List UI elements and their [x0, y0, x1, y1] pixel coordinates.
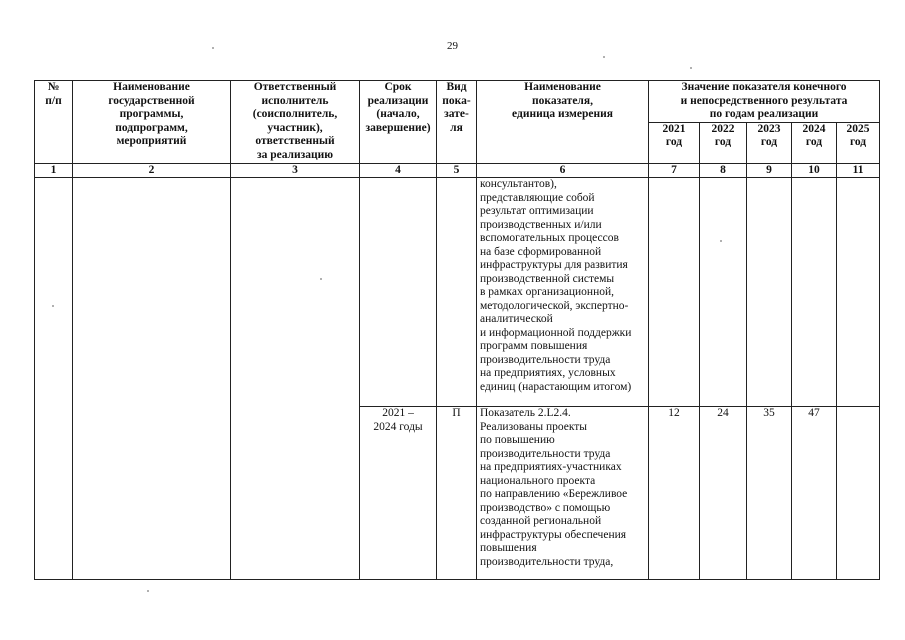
header-executor-line: за реализацию [256, 148, 334, 161]
cell-term [360, 178, 437, 407]
header-executor-line: (соисполнитель, [252, 108, 338, 120]
cell-value-2022 [700, 178, 747, 407]
indicator-line: результат оптимизации [480, 205, 594, 217]
cell-value-2023 [747, 178, 792, 407]
header-no-line: п/п [45, 94, 62, 107]
indicator-line: производство» с помощью [480, 501, 611, 514]
cell-term [360, 407, 437, 580]
table-row [35, 178, 880, 407]
column-number: 9 [747, 163, 792, 178]
scan-speck [212, 47, 214, 49]
indicator-line: производственной системы [480, 272, 615, 285]
header-year-unit: год [760, 136, 778, 148]
header-program-line: программы, [119, 108, 184, 120]
cell-indicator [477, 407, 649, 580]
header-term-line: (начало, [376, 108, 420, 120]
header-term-line: Срок [384, 81, 412, 93]
indicator-line: созданной региональной [480, 515, 602, 527]
header-program [73, 81, 231, 164]
header-no [35, 81, 73, 164]
indicator-line: аналитической [480, 313, 553, 325]
cell-value-2023: 35 [747, 407, 792, 580]
indicator-line: и информационной поддержки [480, 326, 632, 339]
header-year-value: 2025 [846, 122, 870, 135]
scan-speck [147, 590, 149, 592]
header-year-unit: год [714, 136, 732, 148]
header-row-1 [35, 81, 880, 123]
header-year-unit: год [805, 136, 823, 148]
header-term-line: реализации [367, 94, 429, 107]
header-year-unit: год [849, 136, 867, 148]
column-number: 5 [437, 163, 477, 178]
header-type-line: пока- [442, 94, 471, 107]
column-number: 2 [73, 163, 231, 178]
header-year-2021 [649, 122, 700, 163]
header-year-value: 2022 [711, 122, 735, 135]
header-type-line: зате- [444, 108, 469, 120]
cell-value-2025 [837, 178, 880, 407]
header-no-line: № [47, 81, 60, 93]
indicator-line: на предприятиях-участниках [480, 461, 622, 473]
header-executor-line: ответственный [255, 135, 335, 147]
indicator-line: национального проекта [480, 474, 596, 487]
column-number: 7 [649, 163, 700, 178]
cell-executor [231, 178, 360, 580]
scan-speck [320, 278, 322, 280]
indicator-line: Реализованы проекты [480, 420, 588, 433]
term-line: 2024 годы [373, 420, 423, 433]
indicator-line: программ повышения [480, 340, 588, 352]
header-indicator [477, 81, 649, 164]
header-values-line: по годам реализации [709, 108, 819, 120]
header-year-2023 [747, 122, 792, 163]
cell-no [35, 178, 73, 580]
indicator-line: Показатель 2.L2.4. [480, 407, 571, 419]
header-year-value: 2024 [802, 122, 826, 135]
indicators-table [34, 80, 880, 580]
column-number: 10 [792, 163, 837, 178]
column-number: 4 [360, 163, 437, 178]
header-program-line: подпрограмм, [115, 121, 188, 134]
header-type [437, 81, 477, 164]
indicator-line: вспомогательных процессов [480, 232, 619, 244]
term-line: 2021 – [382, 407, 414, 419]
cell-value-2025 [837, 407, 880, 580]
header-values-group [649, 81, 880, 123]
cell-type [437, 178, 477, 407]
header-type-line: ля [450, 121, 463, 134]
header-executor [231, 81, 360, 164]
cell-value-2021: 12 [649, 407, 700, 580]
indicator-line: производительности труда [480, 353, 611, 366]
header-values-line: Значение показателя конечного [681, 81, 847, 93]
header-program-line: мероприятий [116, 135, 187, 147]
cell-value-2021 [649, 178, 700, 407]
cell-value-2024 [792, 178, 837, 407]
header-year-2022 [700, 122, 747, 163]
indicator-line: методологической, экспертно- [480, 299, 629, 312]
header-term-line: завершение) [365, 121, 431, 134]
scan-speck [52, 305, 54, 307]
indicator-line: единиц (нарастающим итогом) [480, 380, 632, 393]
header-year-2025 [837, 122, 880, 163]
page-number: 29 [447, 40, 458, 52]
indicator-line: повышения [480, 542, 537, 554]
column-number: 1 [35, 163, 73, 178]
header-executor-line: исполнитель [261, 94, 329, 107]
indicator-line: инфраструктуры обеспечения [480, 528, 627, 541]
cell-value-2022: 24 [700, 407, 747, 580]
header-program-line: Наименование [113, 81, 190, 93]
header-year-unit: год [665, 136, 683, 148]
header-term [360, 81, 437, 164]
column-number: 11 [837, 163, 880, 178]
indicator-line: производственных и/или [480, 218, 602, 231]
header-indicator-line: Наименование [524, 81, 601, 93]
scan-speck [690, 67, 692, 69]
indicator-line: представляющие собой [480, 191, 595, 204]
column-numbers-row [35, 163, 880, 178]
indicator-line: на предприятиях, условных [480, 367, 616, 379]
header-values-line: и непосредственного результата [680, 94, 848, 107]
header-indicator-line: показателя, [532, 94, 593, 107]
indicator-line: консультантов), [480, 178, 557, 190]
scan-speck [720, 240, 722, 242]
indicator-line: на базе сформированной [480, 245, 602, 258]
column-number: 8 [700, 163, 747, 178]
cell-program [73, 178, 231, 580]
column-number: 3 [231, 163, 360, 178]
indicator-line: производительности труда [480, 447, 611, 460]
header-year-2024 [792, 122, 837, 163]
cell-indicator [477, 178, 649, 407]
header-type-line: Вид [446, 81, 467, 93]
column-number: 6 [477, 163, 649, 178]
header-year-value: 2021 [662, 122, 686, 135]
header-year-value: 2023 [757, 122, 781, 135]
scan-speck [603, 56, 605, 58]
indicator-line: инфраструктуры для развития [480, 259, 628, 271]
header-executor-line: Ответственный [253, 81, 337, 93]
indicator-line: в рамках организационной, [480, 286, 615, 298]
header-executor-line: участник), [267, 121, 323, 134]
indicator-line: по направлению «Бережливое [480, 488, 628, 500]
indicator-line: по повышению [480, 434, 555, 446]
cell-type: П [437, 407, 477, 580]
header-program-line: государственной [108, 94, 195, 107]
indicator-line: производительности труда, [480, 555, 614, 568]
cell-value-2024: 47 [792, 407, 837, 580]
header-indicator-line: единица измерения [512, 108, 613, 120]
